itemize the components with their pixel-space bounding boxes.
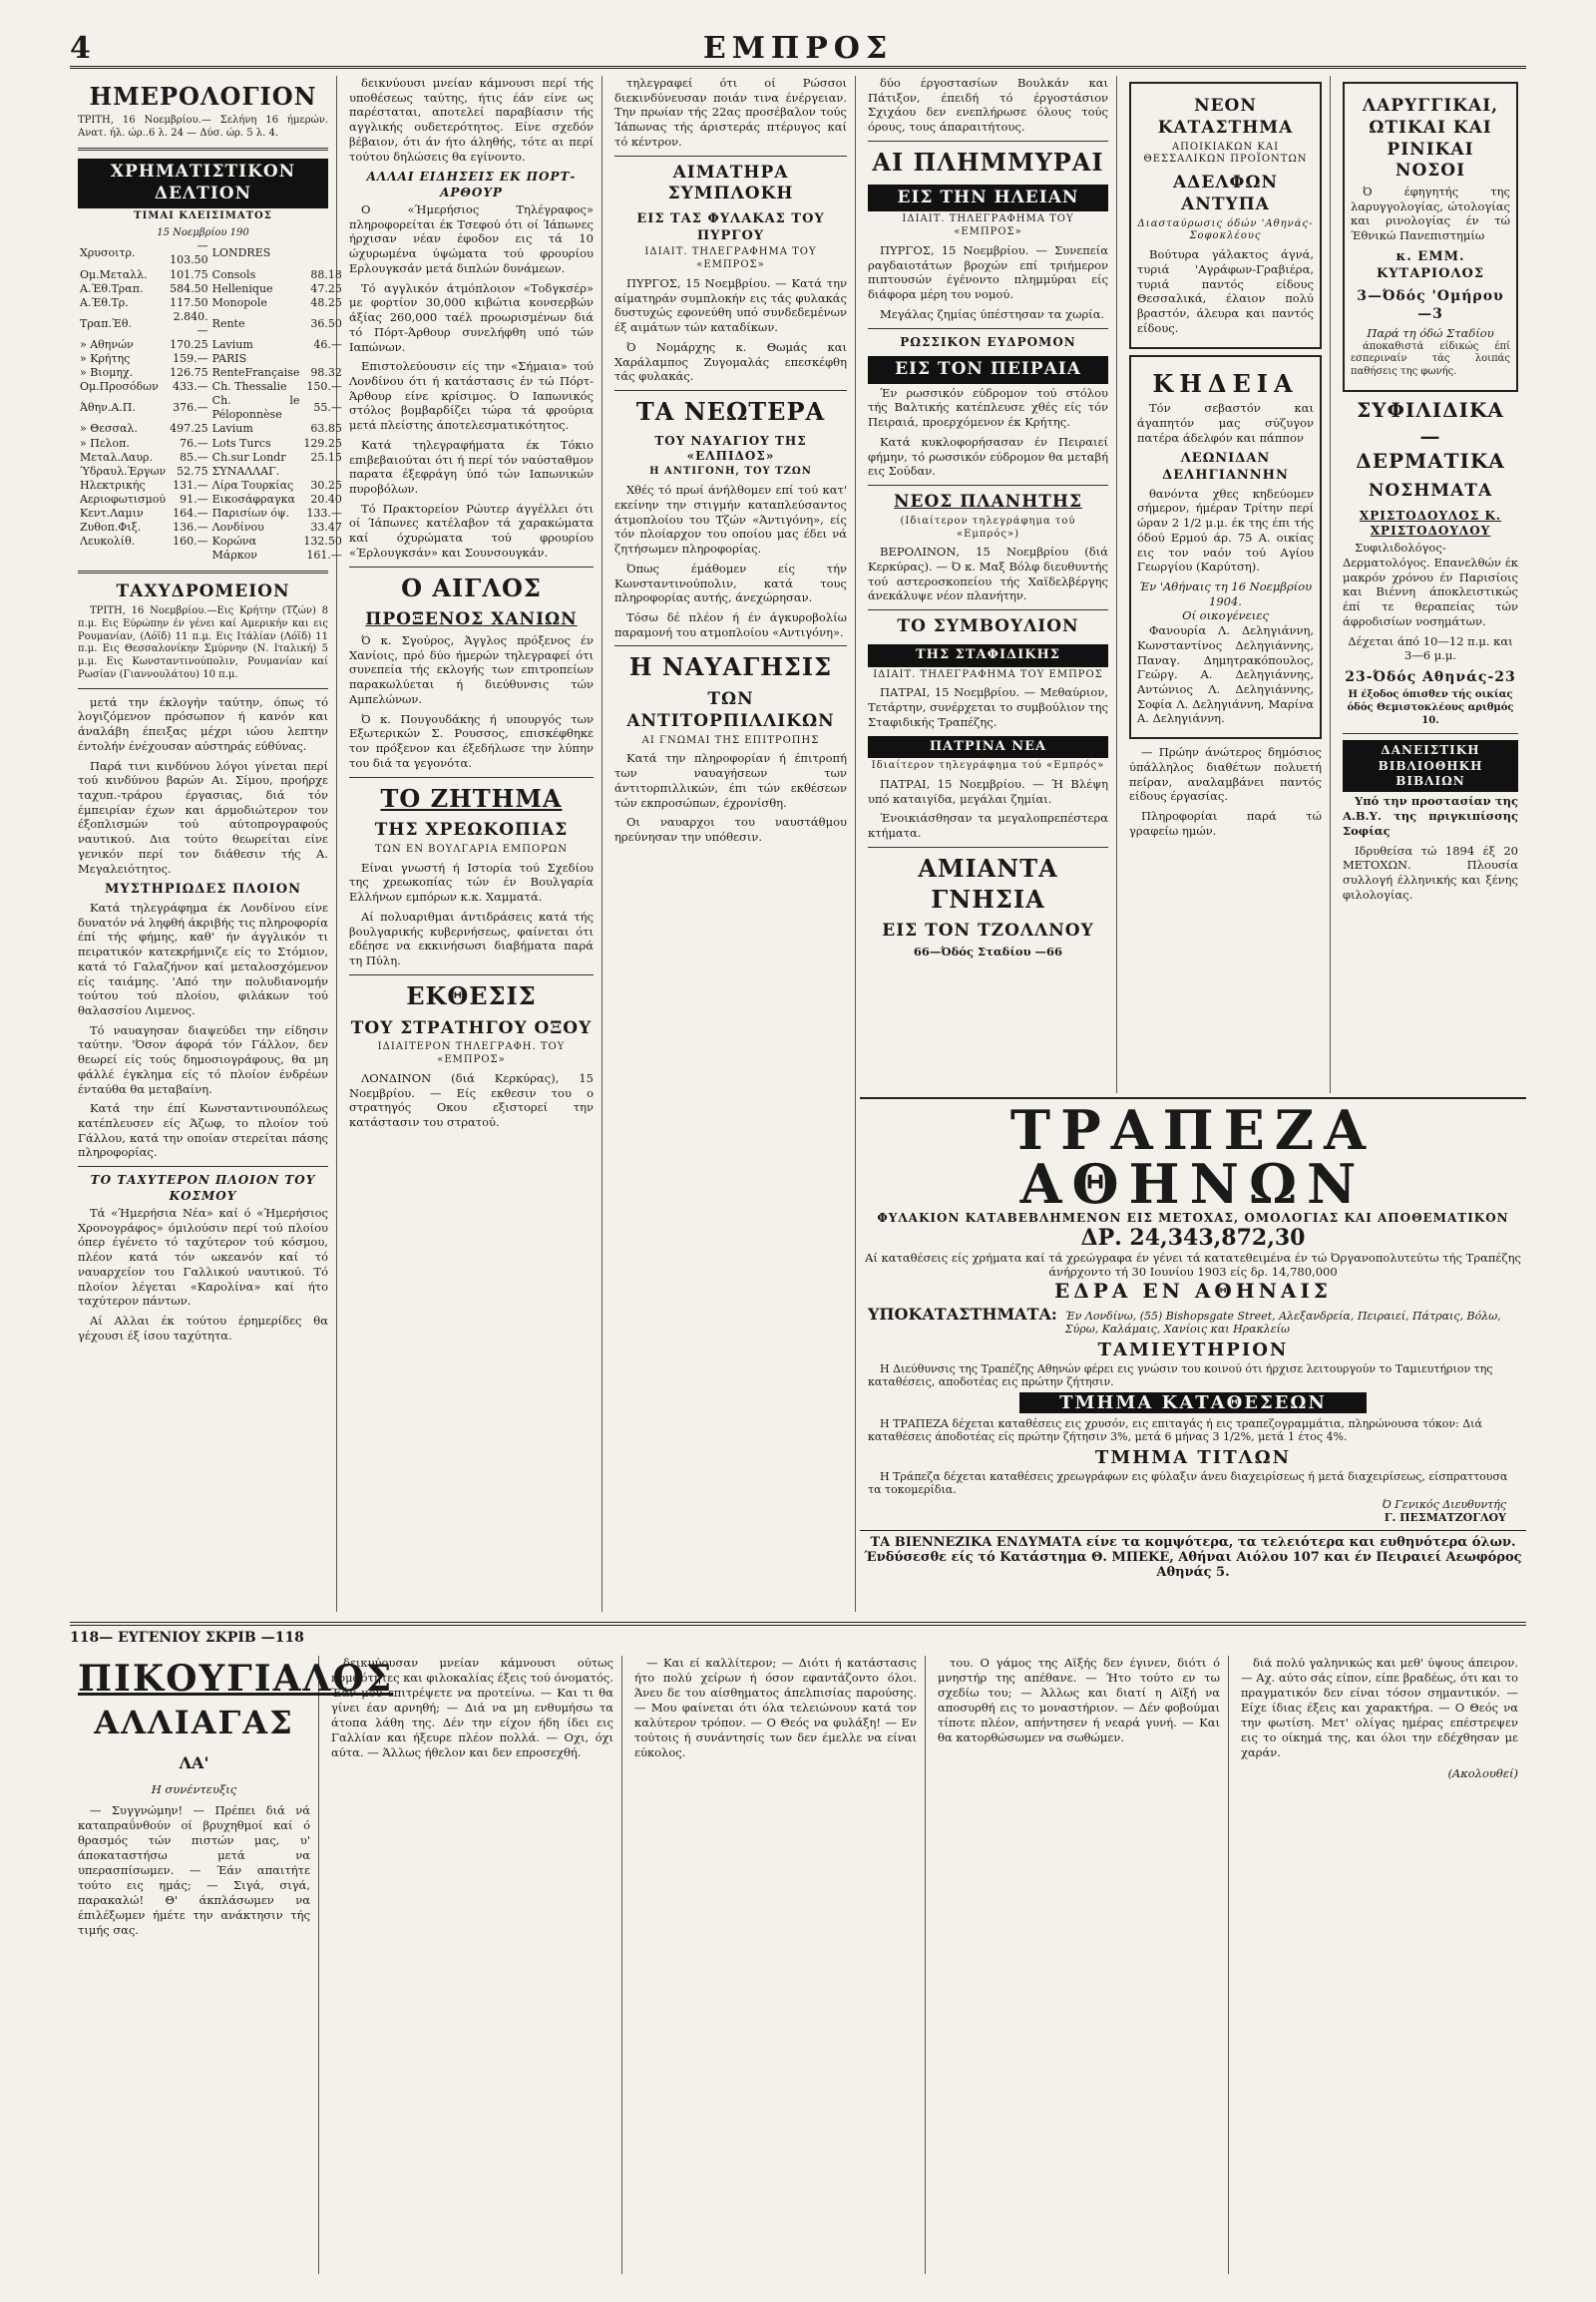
- security-name: Ηλεκτρικής: [80, 478, 146, 492]
- feuilleton-column-2: [323, 1656, 622, 2274]
- flood-heading: ΑΙ ΠΛΗΜΜΥΡΑΙ: [872, 147, 1104, 177]
- funeral-text: θανόντα χθες κηδεύομεν σήμερον, ήμέραν Τρίτην περί ώραν 2 1/2 μ.μ. έκ της έπι τής όδού Ερμού άρ. 75 Α. οικίας εις τον ναόν τού Αγίου Γεωργίου (Καρύτση).: [1137, 486, 1314, 575]
- security-name: Monopole: [211, 295, 267, 309]
- shop-text: Βούτυρα γάλακτος άγνά, τυριά 'Αγράφων-Γραβιέρα, τυριά παντός είδους Θεσσαλικά, έλαιον πολύ βραστόν, άλευρα και παντός είδους.: [1137, 247, 1314, 335]
- column-3: [606, 76, 856, 1612]
- bank-name: ΤΡΑΠΕΖΑ ΑΘΗΝΩΝ: [1009, 1098, 1377, 1216]
- security-price: [168, 549, 210, 563]
- finance-date: 15 Νοεμβρίου 190: [157, 226, 249, 238]
- doctor-address-2: Παρά τη όδώ Σταδίου: [1367, 325, 1494, 340]
- crisis-subheading: ΤΗΣ ΧΡΕΩΚΟΠΙΑΣ: [374, 820, 569, 841]
- fast-ship-heading: ΤΟ ΤΑΧΥΤΕΡΟΝ ΠΛΟΙΟΝ ΤΟΥ ΚΟΣΜΟΥ: [90, 1173, 316, 1203]
- security-name: Μεταλ.Λαυρ.: [80, 450, 153, 464]
- security-price: 126.75: [170, 366, 208, 380]
- amianto-subheading: ΕΙΣ ΤΟΝ ΤΖΟΛΛΝΟΥ: [882, 921, 1094, 942]
- article-text: Κατά κυκλοφορήσασαν έν Πειραιεί φήμην, τό ρωσσικόν εύδρομον θα μεταβή εις Σούδαν.: [868, 434, 1108, 479]
- finance-row: [78, 549, 344, 563]
- finance-table: [78, 239, 344, 563]
- article-text: μετά την έκλογήν ταύτην, όπως τό λογιζόμενον πρόσωπον ή κανόν και άναλάβη έπειξας μέχρι ιώου λεπτην έντολήν ένέχουσαν αύστηράς εύθύνας.: [78, 694, 328, 753]
- security-name: Lavium: [211, 337, 253, 351]
- expo-sub2: ΙΔΙΑΙΤΕΡΟΝ ΤΗΛΕΓΡΑΦΗ. ΤΟΥ «ΕΜΠΡΟΣ»: [377, 1041, 566, 1066]
- feuilleton-column-5: [1233, 1656, 1526, 2274]
- article-text: Τόσω δέ πλέον ή έν άγκυροβολίω παραμονή του ατμοπλοίου «Αντιγόνη».: [614, 609, 847, 639]
- security-name: Ch. Thessalie: [211, 380, 287, 394]
- article-text: Αί πολυαριθμαι άντιδράσεις κατά τής βουλγαρικής κυβερνήσεως, φαίνεται ότι εδέησε να εκκινήσωσι διαβήματα παρά τη Πύλη.: [349, 909, 594, 968]
- security-name: Λονδίνου: [211, 520, 264, 534]
- security-name: Χρυσοιτρ.: [80, 246, 136, 260]
- notice-text: Πληροφορίαι παρά τώ γραφείω ημών.: [1129, 809, 1322, 838]
- wreck-sub2: ΑΙ ΓΝΩΜΑΙ ΤΗΣ ΕΠΙΤΡΟΠΗΣ: [641, 734, 820, 746]
- clothing-advert: ΤΑ ΒΙΕΝΝΕΖΙΚΑ ΕΝΔΥΜΑΤΑ είνε τα κομψότερα, τα τελειότερα και ευθηνότερα όλων. Ένδύσεσθε είς τό Κατάστημα Θ. ΜΠΕΚΕ, Αθήναι Αιόλου 107 και έν Πειραιεί Αεωφόρος Αθηνάς 5.: [860, 1530, 1526, 1580]
- article-text: Οι ναυαρχοι του ναυστάθμου ηρεύνησαν την υπόθεσιν.: [614, 815, 847, 844]
- fleet-heading: ΡΩΣΣΙΚΟΝ ΕΥΔΡΟΜΟΝ: [900, 334, 1076, 349]
- security-name: Λευκολίθ.: [80, 535, 136, 549]
- security-price: 30.25: [310, 478, 342, 492]
- page-number: 4: [70, 31, 91, 66]
- column-1: [70, 76, 342, 1612]
- security-price: 91.—: [180, 492, 208, 506]
- security-price: 584.50: [170, 281, 208, 295]
- article-text: Όπως έμάθομεν είς τήν Κωνσταντινούπολιν, κατά τους πληροφορίας αυτής, άνεχώρησαν.: [614, 561, 847, 605]
- article-text: Χθές τό πρωί άνήλθομεν επί τού κατ' εκείνην την στιγμήν καταπλεύσαντος άτμοπλοίου του Τζών «Άντιγόνη», είς τόν πλοίαρχον του οποίου μας έδει νά ζητήσωμεν πληροφορίας.: [614, 483, 847, 557]
- security-name: LONDRES: [211, 246, 271, 260]
- feuilleton-title: ΠΙΚΟΥΓΙΑΛΟΣ: [78, 1658, 394, 1700]
- article-text: Κατά τηλεγραφήματα έκ Τόκιο επιβεβαιούται ότι ή περί τόν ναύσταθμον παρατα έξεφράγη ύπό τών Ιαπωνικών πυροβόλων.: [349, 437, 594, 496]
- article-text: Τά «Ήμερήσια Νέα» καί ό «Ήμερήσιος Χρονογράφος» όμιλούσιν περί τού πλοίου όπερ έγένετο τό ταχύτερον τού κόσμου, πλέον κατά τόν ωκεανόν καί τό ναυαρχείον του Γαλλικού ναυτικού. Τό πλοίον λέγεται «Καρολίνα» καί ήτο ταχύτερον πάντων.: [78, 1205, 328, 1309]
- security-price: 164.—: [173, 506, 208, 520]
- finance-row: [78, 282, 344, 296]
- security-name: Αεριοφωτισμού: [80, 492, 167, 506]
- security-name: Ζυθοπ.Φιξ.: [80, 520, 142, 534]
- security-price: —103.50: [170, 239, 208, 267]
- bank-deposits-line: Αί καταθέσεις είς χρήματα καί τά χρεώγραφα έν γένει τά κατατεθειμένα έν τώ Όργανοπολυτεύτω τής Τραπέζης άνήρχοντο τή 30 Ιουνίου 1903 είς δρ. 14,780,000: [865, 1251, 1521, 1279]
- funeral-names: Φανουρία Λ. Δεληγιάννη, Κωνσταντίνος Δεληγιάννης, Παναγ. Δημητρακόπουλος, Γεώργ. Α. Δεληγιάννης, Αντώνιος Λ. Δεληγιάννης, Σοφία Λ. Δεληγιάννη, Μαρίνα Α. Δεληγιάννη.: [1137, 623, 1314, 726]
- security-price: 150.—: [306, 380, 342, 394]
- doctor-heading: ΛΑΡΥΓΓΙΚΑΙ, ΩΤΙΚΑΙ ΚΑΙ ΡΙΝΙΚΑΙ ΝΟΣΟΙ: [1362, 96, 1499, 182]
- security-price: 48.25: [310, 295, 342, 309]
- finance-row: [78, 338, 344, 352]
- security-price: 170.25: [170, 337, 208, 351]
- article-text: ΒΕΡΟΛΙΝΟΝ, 15 Νοεμβρίου (διά Κερκύρας). — Ό κ. Μαξ Βόλφ διευθυντής τού αστεροσκοπείου τής Χαϊδελβέργης άνεκάλυψε νέον πλανήτην.: [868, 545, 1108, 603]
- article-text: Παρά τινι κινδύνου λόγοι γίνεται περί τού κινδύνου βαρών Αι. Σίμου, προήρχε ταχυπ.-τράρου έργασιας, διά τόν έμπειρίαν έχων και άρμοδιώτερον τον έξοπλισμών τού αύτοπρογραφούς ναυτικού. Δια τούτο θεωρείται είνε γενικόν περί τον διάθεσιν τής Α. Μεγαλειότητος.: [78, 758, 328, 876]
- security-price: [301, 465, 344, 479]
- derma-name: ΧΡΙΣΤΟΔΟΥΛΟΣ Κ. ΧΡΙΣΤΟΔΟΥΛΟΥ: [1359, 508, 1502, 538]
- security-name: Εικοσάφραγκα: [211, 492, 295, 506]
- expo-subheading: ΤΟΥ ΣΤΡΑΤΗΓΟΥ ΟΞΟΥ: [350, 1017, 593, 1038]
- council-sub2: ΙΔΙΑΙΤ. ΤΗΛΕΓΡΑΦΗΜΑ ΤΟΥ ΕΜΠΡΟΣ: [873, 668, 1103, 680]
- ship-heading: ΜΥΣΤΗΡΙΩΔΕΣ ΠΛΟΙΟΝ: [105, 882, 301, 898]
- security-price: 101.75: [170, 267, 208, 281]
- amianto-address: 66—Όδός Σταδίου —66: [913, 944, 1063, 959]
- news-subheading: ΤΟΥ ΝΑΥΑΓΙΟΥ ΤΗΣ «ΕΛΠΙΔΟΣ»: [654, 433, 807, 464]
- security-name: Rente: [211, 316, 245, 330]
- amianto-heading: ΑΜΙΑΝΤΑ ΓΝΗΣΙΑ: [918, 853, 1058, 914]
- security-price: 20.40: [310, 492, 342, 506]
- security-name: Ch. le Péloponnèse: [211, 394, 300, 422]
- doctor-address: 3—Όδός 'Ομήρου—3: [1357, 288, 1504, 323]
- pyrgos-sub2: ΙΔΙΑΙΤ. ΤΗΛΕΓΡΑΦΗΜΑ ΤΟΥ «ΕΜΠΡΟΣ»: [644, 246, 817, 271]
- finance-row: [78, 535, 344, 549]
- finance-subheading: ΤΙΜΑΙ ΚΛΕΙΣΙΜΑΤΟΣ: [134, 209, 272, 221]
- finance-row: [78, 310, 344, 338]
- branches-label: ΥΠΟΚΑΤΑΣΤΗΜΑΤΑ:: [868, 1305, 1057, 1324]
- security-name: Α.Έθ.Τραπ.: [80, 281, 144, 295]
- column-5: [1121, 76, 1331, 1093]
- security-name: Lots Turcs: [211, 436, 271, 450]
- article-text: τηλεγραφεί ότι οί Ρώσσοι διεκινδύνευσαν ποιάν τινα ένέργειαν. Την πρωίαν τής 22ας προσέβαλον τούς Ίάπωνας τής άριστεράς πτέρυγος καί τό κέντρον.: [614, 76, 847, 149]
- security-price: 433.—: [173, 380, 208, 394]
- security-name: Ομ.Μεταλλ.: [80, 267, 148, 281]
- security-name: » Κρήτης: [80, 352, 131, 366]
- funeral-heading: ΚΗΔΕΙΑ: [1152, 368, 1299, 398]
- aiglos-subheading: ΠΡΟΞΕΝΟΣ ΧΑΝΙΩΝ: [365, 609, 578, 630]
- finance-row: [78, 521, 344, 535]
- article-text: Έν ρωσσικόν εύδρομον τού στόλου τής Βαλτικής κατέπλευσε χθές είς τόν Πειραιά, προερχόμενον έκ Κρήτης.: [868, 385, 1108, 430]
- article-text: ΠΑΤΡΑΙ, 15 Νοεμβρίου. — Μεθαύριον, Τετάρτην, συνέρχεται το συμβούλιον της Σταφιδικής Τραπέζης.: [868, 685, 1108, 729]
- wreck-subheading: ΤΩΝ ΑΝΤΙΤΟΡΠΙΛΛΙΚΩΝ: [626, 689, 835, 731]
- planet-sub: (Ιδιαίτερον τηλεγράφημα τού «Εμπρός»): [900, 515, 1076, 540]
- security-price: 33.47: [310, 520, 342, 534]
- security-price: 2.840.—: [173, 309, 208, 337]
- masthead: [70, 20, 1526, 69]
- notice-text: — Πρώην άνώτερος δημόσιος ύπάλληλος διαθέτων πολυετή πείραν, αναλαμβάνει παντός είδους έργασίας.: [1129, 745, 1322, 804]
- security-price: 131.—: [173, 478, 208, 492]
- column-6: [1335, 76, 1526, 1093]
- security-price: 52.75: [177, 464, 208, 478]
- article-text: Κατά την έπί Κωνσταντινουπόλεως κατέπλευσεν είς Άζωφ, το πλοίον τού Γάλλου, κατά την οποίαν στερείται πάσης πληροφορίας.: [78, 1101, 328, 1160]
- security-price: 161.—: [306, 549, 342, 563]
- security-name: Παρισίων όψ.: [211, 506, 290, 520]
- feuilleton-text: — Και εί καλλίτερον; — Διότι ή κατάστασις ήτο πολύ χείρων ή όσον εφαντάζοντο όλοι. Άνευ δε του αίσθηματος άπελπισίας παρούσης. — Μου φαίνεται ότι όλα τελειώνουν κατά τον καλύτερον τρόπον. — Ο Θεός να φυλάξη! — Εν τούτοις ή συνάντησίς των δεν έμελλε να είναι εύκολος.: [634, 1656, 917, 1759]
- bank-seat: ΕΔΡΑ ΕΝ ΑΘΗΝΑΙΣ: [1054, 1279, 1332, 1303]
- article-text: ΛΟΝΔΙΝΟΝ (διά Κερκύρας), 15 Νοεμβρίου. — Είς εκθεσιν του ο στρατηγός Οκου εξιστορεί την κατάστασιν του στρατού.: [349, 1070, 594, 1130]
- security-name: ΣΥΝΑΛΛΑΓ.: [211, 464, 280, 478]
- bank-capital: ΔΡ. 24,343,872,30: [1080, 1225, 1306, 1251]
- article-text: Τό αγγλικόν άτμόπλοιον «Τοδγκσέρ» με φορτίον 30,000 κιβώτια κονσερβών άξίας 260,000 ταέλ προωρισμένων διά τό Πόρτ-Άρθουρ συνελήφθη υπό τών Ιαπώνων.: [349, 280, 594, 354]
- security-price: [301, 352, 344, 366]
- flood-sub2: ΙΔΙΑΙΤ. ΤΗΛΕΓΡΑΦΗΜΑ ΤΟΥ «ΕΜΠΡΟΣ»: [902, 213, 1074, 238]
- funeral-name: ΛΕΩΝΙΔΑΝ ΔΕΛΗΓΙΑΝΝΗΝ: [1162, 451, 1289, 483]
- patra-heading: ΠΑΤΡΙΝΑ ΝΕΑ: [868, 736, 1108, 759]
- article-text: Τό ναυαγησαν διαψεύδει την είδησιν ταύτην. 'Όσον άφορά τόν Γάλλον, δεν θεωρεί είς τούς δημοσιογράφους, θα μη φάλλέ έγκλημα είς τό πλοίον ένδρέων ένταύθα θα μεταβαίνη.: [78, 1022, 328, 1096]
- derma-address-2: Η έξοδος όπισθεν τής οικίας όδός Θεμιστοκλέους αριθμός 10.: [1347, 688, 1514, 726]
- library-text: Υπό την προστασίαν της Α.Β.Υ. της πριγκιπίσσης Σοφίας: [1343, 794, 1518, 838]
- derma-heading: ΣΥΦΙΛΙΔΙΚΑ — ΔΕΡΜΑΤΙΚΑ: [1356, 398, 1505, 474]
- crisis-heading: ΤΟ ΖΗΤΗΜΑ: [380, 783, 563, 813]
- finance-row: [78, 465, 344, 479]
- chapter-number: ΛΑ': [179, 1753, 209, 1773]
- council-heading: ΤΟ ΣΥΜΒΟΥΛΙΟΝ: [897, 616, 1079, 637]
- article-text: Κατά την πληροφορίαν ή έπιτροπή των ναυαγήσεων των άντιτορπιλλικών, έπι τών εκθέσεων τών εκπροσώπων, έχρονίσθη.: [614, 751, 847, 810]
- security-price: 63.85: [310, 422, 342, 436]
- finance-row: [78, 394, 344, 422]
- finance-row: [78, 507, 344, 521]
- article-text: Τό Πρακτορείον Ρώυτερ άγγέλλει ότι οί Ίάπωνες κατέλαβον τά χαρακώματα καί όχυρώματα τού φρουρίου «Έρλουγκσάν» και Σουνσουγκάν.: [349, 501, 594, 560]
- security-price: 25.15: [310, 450, 342, 464]
- derma-text: Συφιλιδολόγος-Δερματολόγος. Επανελθών έκ μακρόν χρόνου έν Παρισίοις και Βιέννη άποκλειστικώς έπί τε θεραπείας τών άφροδισίων νοσημάτων.: [1343, 541, 1518, 628]
- feuilleton-subtitle: ΑΛΛΙΑΓΑΣ: [94, 1703, 294, 1741]
- calendar-text: ΤΡΙΤΗ, 16 Νοεμβρίου.— Σελήνη 16 ήμερών. Ανατ. ήλ. ώρ..6 λ. 24 — Δύσ. ώρ. 5 λ. 4.: [78, 114, 328, 139]
- wreck-heading: Η ΝΑΥΑΓΗΣΙΣ: [628, 652, 833, 682]
- security-price: 497.25: [170, 422, 208, 436]
- finance-row: [78, 352, 344, 366]
- article-text: Κατά τηλεγράφημα έκ Λονδίνου είνε δυνατόν νά ληφθή άκριβής τις πληροφορία έπί τής φήμης, καθ' ήν άγγλικόν τι πειρατικόν κατεκρήμνιζε είς το Στόμιον, κατά τό Γαλαζήνον καί μεταλοσχόμενον είς ταιάμης. 'Από την πολυδιανομήν τούτου τού πλοίου, φιλάκων τού θαλασσίου Λιμενος.: [78, 900, 328, 1018]
- titles-heading: ΤΜΗΜΑ ΤΙΤΛΩΝ: [1094, 1447, 1292, 1468]
- post-heading: ΤΑΧΥΔΡΟΜΕΙΟΝ: [116, 581, 290, 602]
- security-price: 88.18: [310, 267, 342, 281]
- finance-row: [78, 493, 344, 507]
- shop-heading: ΝΕΟΝ ΚΑΤΑΣΤΗΜΑ: [1157, 96, 1294, 138]
- article-text: Ό κ. Πουγουδάκης ή υπουργός των Εξωτερικών Σ. Ρουσσος, επισκέφθηκε τον πρόξενον και έξεδήλωσε την λύπην του διά τα γεγονότα.: [349, 711, 594, 770]
- security-name: Μάρκον: [211, 549, 257, 563]
- security-price: 159.—: [173, 352, 208, 366]
- security-price: 46.—: [313, 337, 342, 351]
- security-price: 85.—: [180, 450, 208, 464]
- article-text: Ο «Ήμερήσιος Τηλέγραφος» πληροφορείται έκ Τσεφού ότι οί Ίάπωνες ήρχισαν νέαν έφοδον εις τά 10 ώχυρωμένα ύψώματα τού φρουρίου Ερλουγκσάν μετά διπλών δυνάμεων.: [349, 202, 594, 275]
- article-text: Μεγάλας ζημίας ύπέστησαν τα χωρία.: [880, 306, 1105, 321]
- library-heading: ΔΑΝΕΙΣΤΙΚΗ ΒΙΒΛΙΟΘΗΚΗ ΒΙΒΛΙΩΝ: [1343, 740, 1518, 792]
- feuilleton-text: δεικνύουσαν μνείαν κάμνουσι ούτως κομφότητες και φιλοκαλίας έξεις τού όνοματός. Έάν μου επιτρέψετε να προτείνω. — Και τι θα γίνει έαν αρνηθή; — Διά να μη ενθυμήσω τα άτοπα λάθη της. Δέν την είχον ήδη ίδει εις Γαλλίαν και ήξευρε πλέον πολλά. — Οχι, όχι αύτα. — Άλλως ήθελον και δεν επροσεχθή.: [331, 1656, 613, 1759]
- patra-sub: Ιδιαίτερον τηλεγράφημα τού «Εμπρός»: [871, 760, 1105, 772]
- article-text: Ένοικιάσθησαν τα μεγαλοπρεπέστερα κτήματα.: [868, 811, 1108, 841]
- expo-heading: ΕΚΘΕΣΙΣ: [406, 980, 537, 1010]
- funeral-text: Τόν σεβαστόν και άγαπητόν μας σύζυγον πατέρα άδελφόν και πάππον: [1137, 401, 1314, 445]
- security-name: [78, 549, 168, 563]
- feuilleton-text: — Συγγνώμην! — Πρέπει διά νά καταπραΰνθούν οί βρυχηθμοί καί ό θρασμός τών πιστών μας, υ' άποκαταστήσω μετά να υπερασπίσωμεν. — Έάν απαιτήτε τούτο εις ημάς; — Σιγά, σιγά, παρακαλώ! Θ' άκπλάσωμεν να έπιλέξωμεν ήμέτε την ανάκτησιν τής τιμής σας.: [78, 1803, 310, 1937]
- doctor-name: κ. ΕΜΜ. ΚΥΤΑΡΙΟΛΟΣ: [1376, 248, 1485, 281]
- security-name: Τραπ.Έθ.: [80, 316, 132, 330]
- feuilleton-column-4: [930, 1656, 1229, 2274]
- finance-row: [78, 239, 344, 267]
- article-text: Ό Νομάρχης κ. Θωμάς και Χαράλαμπος Ζυγομαλάς επεσκέφθη τάς φυλακάς.: [614, 339, 847, 384]
- security-price: 47.25: [310, 281, 342, 295]
- security-name: » Βιομηχ.: [80, 366, 134, 380]
- shop-owner: ΑΔΕΛΦΩΝ ΑΝΤΥΠΑ: [1172, 173, 1278, 214]
- derma-address: 23-Όδός Αθηνάς-23: [1345, 669, 1516, 686]
- pyrgos-heading: ΑΙΜΑΤΗΡΑ ΣΥΜΠΛΟΚΗ: [667, 162, 794, 204]
- bank-advert: [860, 1097, 1526, 1584]
- security-name: Λίρα Τουρκίας: [211, 478, 294, 492]
- security-price: 36.50: [310, 316, 342, 330]
- finance-row: [78, 366, 344, 380]
- article-text: Επιστολεύουσιν είς την «Σήμαια» τού Λονδίνου ότι ή κατάστασις έν τώ Πόρτ-Άρθουρ είνε κρίσιμος. Ό Ιαπωνικός στόλος βομβαρδίζει τώρα τά φρούρια μετά πλείστης άποτελεσματικότητος.: [349, 359, 594, 433]
- post-text: ΤΡΙΤΗ, 16 Νοεμβρίου.—Εις Κρήτην (Τζών) 8 π.μ. Εις Εύρώπην έν γένει καί Αμερικήν και εις Ρουμανίαν, (Λόϊδ) 11 π.μ. Εις Ιτάλίαν (Λόϊδ) 11 π.μ. Εις Θεσσαλονίκην Σμύρνην (Ν. Ιταλική) 5 μ.μ. Εις Κωνσταντινούπολιν, Ρουμανίαν καί Ρωσίαν (Γιαννουλάτου) 10 π.μ.: [78, 604, 328, 680]
- article-text: ΠΑΤΡΑΙ, 15 Νοεμβρίου. — Ή Βλέψη υπό καταιγίδα, μεγάλαι ζημίαι.: [868, 776, 1108, 806]
- chapter-title: Η συνέντευξις: [151, 1782, 237, 1797]
- derma-subheading: ΝΟΣΗΜΑΤΑ: [1368, 480, 1493, 501]
- article-text: Είναι γνωστή ή Ιστορία τού Σχεδίου της χρεωκοπίας τών έν Βουλγαρία Ελλήνων εμπόρων κ.κ. Χαμματά.: [349, 860, 594, 905]
- feuilleton-column-1: [70, 1656, 394, 2274]
- derma-hours: Δέχεται άπό 10—12 π.μ. και 3—6 μ.μ.: [1348, 633, 1513, 663]
- savings-heading: ΤΑΜΙΕΥΤΗΡΙΟΝ: [1097, 1340, 1289, 1360]
- security-name: » Αθηνών: [80, 337, 134, 351]
- newspaper-title: ΕΜΠΡΟΣ: [702, 31, 894, 66]
- article-text: Ό κ. Σγούρος, Άγγλος πρόξενος έν Χανίοις, πρό δύο ήμερών τηλεγραφεί ότι συνεπεία τής εκλογής των επιτροπείων παρακωλύεται ή διεύθυνσις τών Αμπελώνων.: [349, 633, 594, 706]
- pyrgos-subheading: ΕΙΣ ΤΑΣ ΦΥΛΑΚΑΣ ΤΟΥ ΠΥΡΓΟΥ: [636, 211, 825, 243]
- planet-heading: ΝΕΟΣ ΠΛΑΝΗΤΗΣ: [893, 491, 1082, 512]
- finance-row: [78, 296, 344, 310]
- security-price: [301, 239, 344, 267]
- article-text: δύο έργοστασίων Βουλκάν και Πάτιξον, έπειδή τό έργοστάσιον Σχιχάου δεν ενεπλήρωσε όλους τούς όρους, τους άπαραιτήτους.: [868, 76, 1108, 135]
- feuilleton-section: [70, 1622, 1526, 2284]
- security-name: PARIS: [211, 352, 247, 366]
- security-name: Ύδραυλ.Έργων: [80, 464, 167, 478]
- feuilleton-text: διά πολύ γαληνικώς και μεθ' ύψους άπειρον. — Αχ. αύτο σάς είπον, είπε βραδέως, ότι και το πραγματικόν δεν είναι τόσον σημαντικόν. — Είχε ίδιας έξεις και χαρακτήρα. — Ο Θεός να την φωτίση. Μετ' ολίγας ημέρας επέστρεψεν εις το οίκημά της, και όλοι την εδέχθησαν με χαράν.: [1241, 1656, 1518, 1759]
- security-price: 160.—: [173, 535, 208, 549]
- deposits-text: Η ΤΡΑΠΕΖΑ δέχεται καταθέσεις εις χρυσόν, εις επιταγάς ή εις τραπεζογραμμάτια, πληρώνουσα τόκον: Διά καταθέσεις άποδοτέας είς πρώτην ζήτησιν 3%, μετά 6 μήνας 3 1/2%, μετά 1 έτος 4%.: [868, 1417, 1482, 1443]
- doctor-text: άποκαθιστά είδικώς έπί εσπεριναίν τάς λοιπάς παθήσεις της φωνής.: [1351, 340, 1510, 378]
- security-name: RenteFrançaise: [211, 366, 300, 380]
- security-price: 76.—: [180, 436, 208, 450]
- security-name: Α.Έθ.Τρ.: [80, 295, 129, 309]
- titles-text: Η Τράπεζα δέχεται καταθέσεις χρεωγράφων εις φύλαξιν άνευ διαχειρίσεως ή μετά διαχειρίσεως, είσπραττουσα τα τοκομερίδια.: [868, 1470, 1508, 1496]
- security-price: 133.—: [306, 506, 342, 520]
- finance-row: [78, 479, 344, 493]
- finance-row: [78, 422, 344, 436]
- crisis-sub2: ΤΩΝ ΕΝ ΒΟΥΛΓΑΡΙΑ ΕΜΠΟΡΩΝ: [375, 843, 568, 855]
- article-text: ΠΥΡΓΟΣ, 15 Νοεμβρίου. — Κατά την αίματηράν συμπλοκήν εις τάς φυλακάς δυστυχώς εφονεύθη υπό συνδεδεμένων έξ αιμάτων τών καταδίκων.: [614, 275, 847, 335]
- doctor-text: Ό έφηγητής της λαρυγγολογίας, ώτολογίας και ρινολογίας έν τώ Έθνικώ Πανεπιστημίω: [1351, 185, 1510, 243]
- funeral-family: Οί οικογένειες: [1182, 608, 1269, 623]
- security-name: Hellenique: [211, 281, 273, 295]
- shop-address: Διασταύρωσις όδών 'Αθηνάς-Σοφοκλέους: [1137, 217, 1314, 242]
- fleet-subheading: ΕΙΣ ΤΟΝ ΠΕΙΡΑΙΑ: [868, 356, 1108, 384]
- savings-text: Η Διεύθυνσις της Τραπέζης Αθηνών φέρει εις γνώσιν του κοινού ότι ήρχισε λειτουργούν το Ταμιευτήριον της καταθέσεις, αποδοτέας εις πρώτην ζήτησιν.: [868, 1362, 1493, 1388]
- news-sub2: Η ΑΝΤΙΓΟΝΗ, ΤΟΥ ΤΖΩΝ: [649, 466, 812, 478]
- calendar-heading: ΗΜΕΡΟΛΟΓΙΟΝ: [89, 82, 317, 111]
- port-arthur-heading: ΑΛΛΑΙ ΕΙΔΗΣΕΙΣ ΕΚ ΠΟΡΤ-ΑΡΘΟΥΡ: [366, 170, 577, 199]
- security-name: Lavium: [211, 422, 253, 436]
- branches-list: Έν Λονδίνω, (55) Bishopsgate Street, Αλεξανδρεία, Πειραιεί, Πάτραις, Βόλω, Σύρω, Καλάμαις, Χανίοις και Ηρακλείω: [1064, 1310, 1501, 1336]
- security-price: 129.25: [303, 436, 342, 450]
- security-name: Ch.sur Londr: [211, 450, 286, 464]
- flood-subheading: ΕΙΣ ΤΗΝ ΗΛΕΙΑΝ: [868, 185, 1108, 212]
- finance-heading: ΧΡΗΜΑΤΙΣΤΙΚΟΝ ΔΕΛΤΙΟΝ: [78, 159, 328, 208]
- feuilleton-column-3: [626, 1656, 926, 2274]
- security-name: Consols: [211, 267, 256, 281]
- news-heading: ΤΑ ΝΕΩΤΕΡΑ: [635, 396, 826, 426]
- signature-role: Ό Γενικός Διευθυντής: [1382, 1498, 1506, 1511]
- bank-tagline: ΦΥΛΑΚΙΟΝ ΚΑΤΑΒΕΒΛΗΜΕΝΟΝ ΕΙΣ ΜΕΤΟΧΑΣ, ΟΜΟΛΟΓΙΑΣ ΚΑΙ ΑΠΟΘΕΜΑΤΙΚΟΝ: [877, 1211, 1509, 1225]
- column-4: [860, 76, 1117, 1093]
- column-2: [341, 76, 602, 1612]
- finance-row: [78, 268, 344, 282]
- shop-sub: ΑΠΟΙΚΙΑΚΩΝ ΚΑΙ ΘΕΣΣΑΛΙΚΩΝ ΠΡΟΪΟΝΤΩΝ: [1143, 141, 1308, 166]
- aiglos-heading: Ο ΑΙΓΛΟΣ: [401, 573, 542, 602]
- council-subheading: ΤΗΣ ΣΤΑΦΙΔΙΚΗΣ: [868, 644, 1108, 667]
- deposits-heading: ΤΜΗΜΑ ΚΑΤΑΘΕΣΕΩΝ: [1019, 1392, 1367, 1413]
- security-price: 376.—: [173, 401, 208, 415]
- finance-row: [78, 380, 344, 394]
- security-price: 136.—: [173, 520, 208, 534]
- security-price: 98.32: [310, 366, 342, 380]
- newspaper-page: [70, 20, 1526, 2284]
- finance-row: [78, 451, 344, 465]
- article-text: ΠΥΡΓΟΣ, 15 Νοεμβρίου. — Συνεπεία ραγδαιοτάτων βροχών επί τριήμερον πιπτουσών έγένοντο πλημμύραι είς διάφορα μέρη του νομού.: [868, 242, 1108, 302]
- security-price: 132.50: [303, 535, 342, 549]
- signature-name: Γ. ΠΕΣΜΑΤΖΟΓΛΟΥ: [1384, 1511, 1506, 1524]
- security-name: » Πελοπ.: [80, 436, 130, 450]
- security-price: 117.50: [170, 295, 208, 309]
- security-name: » Θεσσαλ.: [80, 422, 138, 436]
- library-text: Ιδρυθείσα τώ 1894 έξ 20 ΜΕΤΟΧΩΝ. Πλουσία συλλογή έλληνικής και ξένης φιλολογίας.: [1343, 843, 1518, 902]
- security-name: Κορώνα: [211, 535, 257, 549]
- continued-note: (Ακολουθεί): [1447, 1765, 1518, 1780]
- funeral-date: Έν 'Αθήναις τη 16 Νοεμβρίου 1904.: [1138, 578, 1313, 608]
- feuilleton-header: 118— ΕΥΓΕΝΙΟΥ ΣΚΡΙΒ —118: [70, 1630, 304, 1646]
- feuilleton-text: του. Ο γάμος της Αϊξής δεν έγινεν, διότι ό μνηστήρ της απέθανε. — Ήτο τούτο εν τω σχεδίω του; — Άλλως και διατί η Αϊξή να αποσυρθή εις το μοναστήριον. — Δέν φοβούμαι τίποτε πλέον, απήντησεν ή νεαρά γυνή. — Και θα κατορθώσωμεν να σωθώμεν.: [938, 1656, 1220, 1744]
- security-price: 55.—: [313, 401, 342, 415]
- security-name: Κεντ.Λαμιν: [80, 506, 144, 520]
- finance-row: [78, 437, 344, 451]
- security-name: Ομ.Προσόδων: [80, 380, 159, 394]
- article-text: Αί Αλλαι έκ τούτου έρημερίδες θα γέχουσι έξ ίσου ταχύτητα.: [78, 1313, 328, 1343]
- article-text: δεικνύουσι μνείαν κάμνουσι περί τής υποθέσεως ταύτης, ήτις έάν είνε ως παρέσταται, αποτελεί παραβίασιν τής αγγλικής ουδετερότητος. Είνε σχεδόν βέβαιον, ότι άν ήτο άληθής, τότε αι περί τούτου δηλώσεις θα εγίνοντο.: [349, 76, 594, 164]
- security-name: Άθην.Α.Π.: [80, 401, 136, 415]
